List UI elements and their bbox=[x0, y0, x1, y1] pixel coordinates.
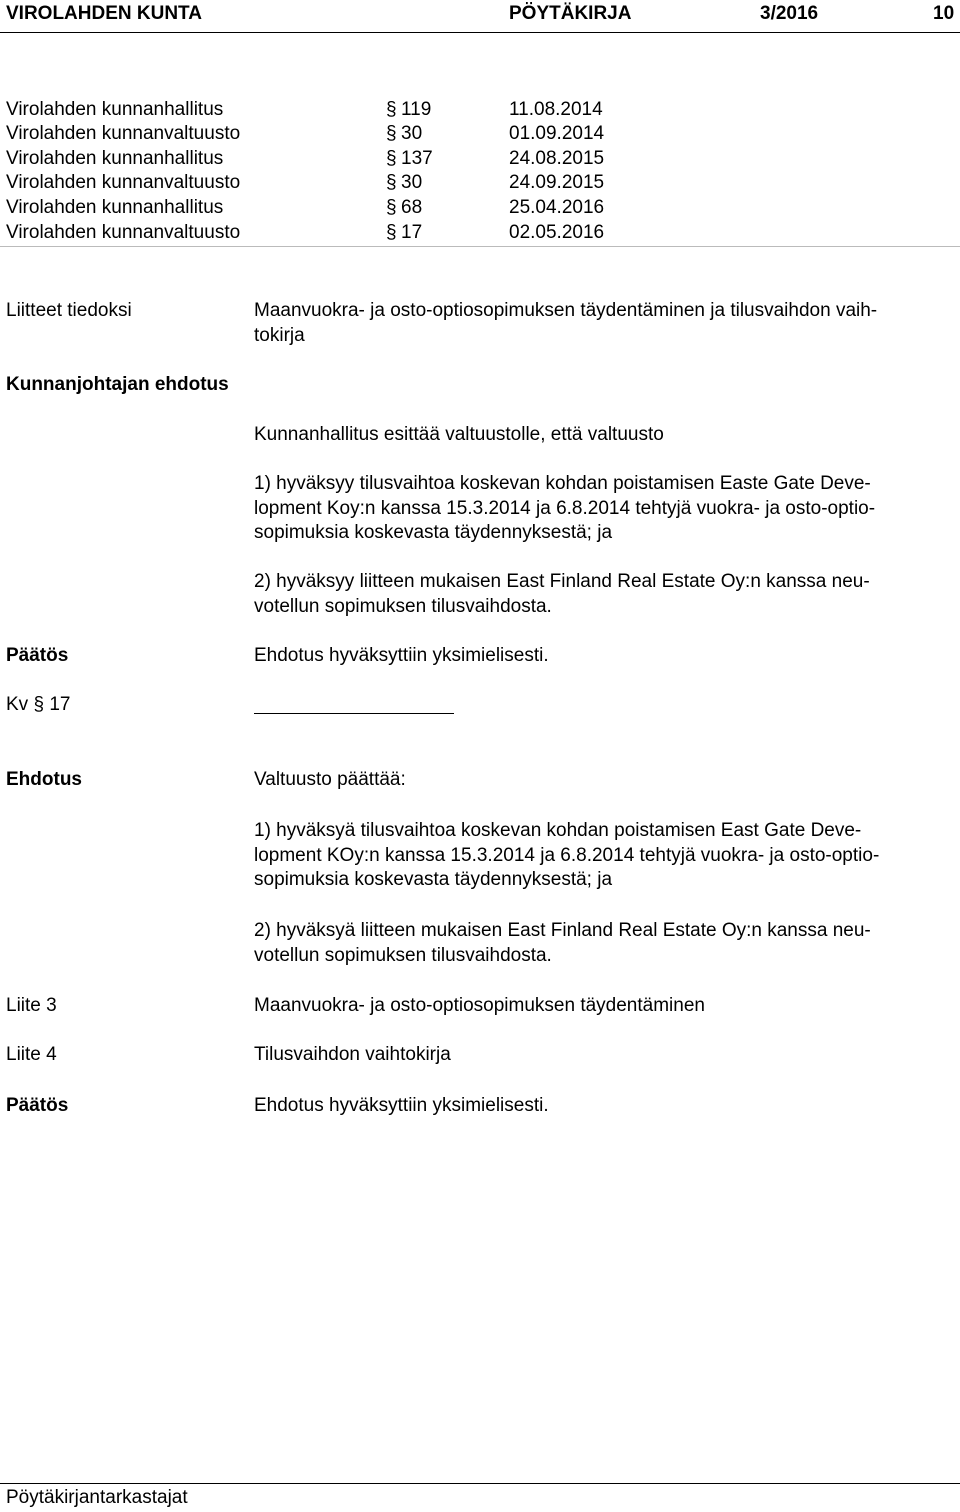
page-number: 10 bbox=[933, 3, 955, 24]
history-date: 25.04.2016 bbox=[509, 197, 605, 218]
proposal-intro bbox=[254, 423, 958, 448]
council-proposal-label: Ehdotus bbox=[6, 769, 82, 790]
proposal-item-1 bbox=[254, 472, 958, 546]
history-rule bbox=[0, 246, 960, 247]
attachment-label: Liite 4 bbox=[6, 1044, 57, 1065]
attachments-info-label: Liitteet tiedoksi bbox=[6, 300, 132, 321]
proposal-item-2 bbox=[254, 570, 958, 619]
section-sign: § bbox=[386, 197, 397, 218]
decision-text: Ehdotus hyväksyttiin yksimielisesti. bbox=[254, 645, 549, 666]
text-line: votellun sopimuksen tilusvaihdosta. bbox=[254, 944, 552, 966]
text-line: 1) hyväksyy tilusvaihtoa koskevan kohdan poistamisen Easte Gate Deve- bbox=[254, 473, 871, 494]
text-line: tokirja bbox=[254, 324, 305, 346]
kv-number: 17 bbox=[49, 694, 71, 715]
history-number: 17 bbox=[401, 222, 423, 243]
kv-rule bbox=[254, 713, 454, 714]
council-proposal-intro: Valtuusto päättää: bbox=[254, 769, 406, 790]
history-date: 01.09.2014 bbox=[509, 123, 605, 144]
attachment-text: Tilusvaihdon vaihtokirja bbox=[254, 1044, 451, 1065]
doc-type: PÖYTÄKIRJA bbox=[509, 3, 632, 24]
attachments-info-text bbox=[254, 299, 958, 348]
kv-prefix: Kv bbox=[6, 694, 29, 715]
history-body: Virolahden kunnanvaltuusto bbox=[6, 172, 241, 193]
attachment-label: Liite 3 bbox=[6, 995, 57, 1016]
history-date: 24.09.2015 bbox=[509, 172, 605, 193]
history-body: Virolahden kunnanhallitus bbox=[6, 148, 224, 169]
section-sign: § bbox=[386, 222, 397, 243]
section-sign: § bbox=[386, 148, 397, 169]
history-body: Virolahden kunnanvaltuusto bbox=[6, 123, 241, 144]
decision-text: Ehdotus hyväksyttiin yksimielisesti. bbox=[254, 1095, 549, 1116]
footer-label: Pöytäkirjantarkastajat bbox=[6, 1487, 188, 1508]
footer-rule bbox=[0, 1483, 960, 1484]
text-line: votellun sopimuksen tilusvaihdosta. bbox=[254, 595, 552, 617]
attachment-text: Maanvuokra- ja osto-optiosopimuksen täydentäminen bbox=[254, 995, 705, 1016]
text-line: Kunnanhallitus esittää valtuustolle, että valtuusto bbox=[254, 424, 664, 445]
text-line: sopimuksia koskevasta täydennyksestä; ja bbox=[254, 522, 613, 543]
history-date: 02.05.2016 bbox=[509, 222, 605, 243]
kv-section bbox=[6, 693, 70, 718]
section-sign: § bbox=[386, 123, 397, 144]
proposal-heading: Kunnanjohtajan ehdotus bbox=[6, 374, 229, 395]
doc-number: 3/2016 bbox=[760, 3, 819, 24]
header-rule bbox=[0, 32, 960, 33]
decision-label: Päätös bbox=[6, 645, 69, 666]
section-sign: § bbox=[386, 172, 397, 193]
text-line: lopment KOy:n kanssa 15.3.2014 ja 6.8.2014 tehtyjä vuokra- ja osto-optio- bbox=[254, 844, 880, 866]
text-line: sopimuksia koskevasta täydennyksestä; ja bbox=[254, 869, 613, 890]
history-number: 30 bbox=[401, 172, 423, 193]
history-date: 24.08.2015 bbox=[509, 148, 605, 169]
decision-label: Päätös bbox=[6, 1095, 69, 1116]
text-line: Maanvuokra- ja osto-optiosopimuksen täydentäminen ja tilusvaihdon vaih- bbox=[254, 300, 878, 321]
history-number: 137 bbox=[401, 148, 433, 169]
history-body: Virolahden kunnanvaltuusto bbox=[6, 222, 241, 243]
section-sign: § bbox=[386, 99, 397, 120]
text-line: 2) hyväksyy liitteen mukaisen East Finland Real Estate Oy:n kanssa neu- bbox=[254, 571, 870, 592]
history-number: 68 bbox=[401, 197, 423, 218]
history-body: Virolahden kunnanhallitus bbox=[6, 99, 224, 120]
text-line: 1) hyväksyä tilusvaihtoa koskevan kohdan poistamisen East Gate Deve- bbox=[254, 820, 862, 841]
section-sign: § bbox=[33, 694, 45, 715]
history-body: Virolahden kunnanhallitus bbox=[6, 197, 224, 218]
history-number: 119 bbox=[401, 99, 432, 120]
council-item-2 bbox=[254, 919, 958, 968]
org-name: VIROLAHDEN KUNTA bbox=[6, 3, 202, 24]
text-line: 2) hyväksyä liitteen mukaisen East Finland Real Estate Oy:n kanssa neu- bbox=[254, 920, 871, 941]
text-line: lopment Koy:n kanssa 15.3.2014 ja 6.8.2014 tehtyjä vuokra- ja osto-optio- bbox=[254, 497, 876, 519]
history-number: 30 bbox=[401, 123, 423, 144]
council-item-1 bbox=[254, 819, 958, 893]
history-date: 11.08.2014 bbox=[509, 99, 603, 120]
